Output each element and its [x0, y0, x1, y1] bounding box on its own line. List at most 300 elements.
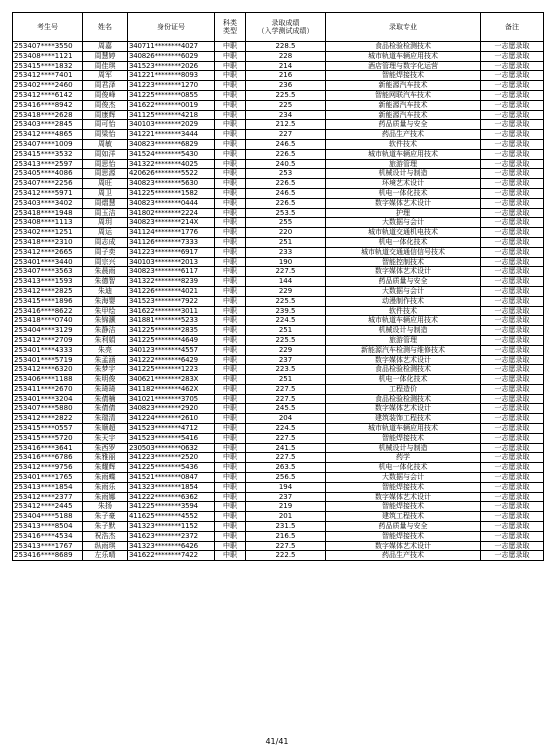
cell-category: 中职 — [215, 453, 246, 463]
cell-exam-no: 253407****1009 — [13, 139, 83, 149]
table-row — [13, 482, 544, 492]
cell-major: 旅游管理 — [326, 159, 481, 169]
cell-major: 机电一体化技术 — [326, 188, 481, 198]
cell-category: 中职 — [215, 541, 246, 551]
cell-name: 周宗兴 — [83, 257, 128, 267]
cell-exam-no: 253415****1896 — [13, 296, 83, 306]
cell-major: 药品质量与安全 — [326, 120, 481, 130]
cell-category: 中职 — [215, 228, 246, 238]
cell-id-no: 340123********4557 — [128, 345, 215, 355]
cell-id-no: 341622********7422 — [128, 551, 215, 561]
cell-name: 朱耀辉 — [83, 463, 128, 473]
table-row — [13, 90, 544, 100]
cell-major: 动漫制作技术 — [326, 296, 481, 306]
cell-major: 软件技术 — [326, 306, 481, 316]
cell-major: 酒店管理与数字化运营 — [326, 61, 481, 71]
cell-major: 智能焊接技术 — [326, 433, 481, 443]
cell-remark: 一志愿录取 — [481, 443, 544, 453]
cell-id-no: 341225********5436 — [128, 463, 215, 473]
table-row — [13, 110, 544, 120]
table-row — [13, 149, 544, 159]
cell-score: 251 — [246, 326, 326, 336]
cell-id-no: 341523********5416 — [128, 433, 215, 443]
cell-id-no: 341323********1854 — [128, 482, 215, 492]
cell-category: 中职 — [215, 492, 246, 502]
cell-major: 智能控制技术 — [326, 257, 481, 267]
cell-name: 朱晨雨 — [83, 267, 128, 277]
cell-remark: 一志愿录取 — [481, 130, 544, 140]
cell-category: 中职 — [215, 218, 246, 228]
cell-exam-no: 253401****3440 — [13, 257, 83, 267]
header-remark: 备注 — [481, 13, 544, 42]
cell-major: 药品质量与安全 — [326, 522, 481, 532]
cell-id-no: 341225********1223 — [128, 365, 215, 375]
table-row — [13, 384, 544, 394]
cell-score: 194 — [246, 482, 326, 492]
table-row — [13, 404, 544, 414]
cell-remark: 一志愿录取 — [481, 384, 544, 394]
cell-category: 中职 — [215, 51, 246, 61]
cell-exam-no: 253418****2310 — [13, 237, 83, 247]
cell-major: 新能源汽车检测与维修技术 — [326, 345, 481, 355]
cell-exam-no: 253404****5188 — [13, 512, 83, 522]
cell-major: 智能焊接技术 — [326, 482, 481, 492]
cell-name: 周君泽 — [83, 81, 128, 91]
cell-remark: 一志愿录取 — [481, 365, 544, 375]
cell-exam-no: 253406****1188 — [13, 375, 83, 385]
cell-major: 城市轨道车辆应用技术 — [326, 424, 481, 434]
cell-major: 药品生产技术 — [326, 551, 481, 561]
cell-score: 227.5 — [246, 453, 326, 463]
cell-exam-no: 253416****4534 — [13, 531, 83, 541]
cell-score: 251 — [246, 237, 326, 247]
header-name: 姓名 — [83, 13, 128, 42]
cell-remark: 一志愿录取 — [481, 473, 544, 483]
cell-name: 左乐晴 — [83, 551, 128, 561]
cell-score: 231.5 — [246, 522, 326, 532]
cell-category: 中职 — [215, 473, 246, 483]
cell-exam-no: 253412****9756 — [13, 463, 83, 473]
cell-score: 216.5 — [246, 531, 326, 541]
cell-exam-no: 253413****2597 — [13, 159, 83, 169]
cell-score: 227.5 — [246, 433, 326, 443]
cell-category: 中职 — [215, 355, 246, 365]
cell-exam-no: 253401****1765 — [13, 473, 83, 483]
table-row — [13, 541, 544, 551]
cell-name: 周康辉 — [83, 110, 128, 120]
table-row — [13, 159, 544, 169]
cell-name: 朱亮 — [83, 345, 128, 355]
cell-category: 中职 — [215, 120, 246, 130]
cell-category: 中职 — [215, 433, 246, 443]
cell-id-no: 411625********4552 — [128, 512, 215, 522]
table-row — [13, 335, 544, 345]
cell-major: 机械设计与制造 — [326, 326, 481, 336]
cell-exam-no: 253412****2825 — [13, 286, 83, 296]
cell-exam-no: 253418****2628 — [13, 110, 83, 120]
table-row — [13, 267, 544, 277]
cell-exam-no: 253402****2460 — [13, 81, 83, 91]
table-row — [13, 61, 544, 71]
table-row — [13, 492, 544, 502]
cell-major: 旅游管理 — [326, 335, 481, 345]
cell-major: 城市轨道交通机电技术 — [326, 228, 481, 238]
cell-score: 228.5 — [246, 42, 326, 52]
cell-exam-no: 253418****0740 — [13, 316, 83, 326]
cell-exam-no: 253413****1854 — [13, 482, 83, 492]
cell-name: 祝浩杰 — [83, 531, 128, 541]
table-row — [13, 218, 544, 228]
cell-category: 中职 — [215, 365, 246, 375]
cell-remark: 一志愿录取 — [481, 237, 544, 247]
cell-remark: 一志愿录取 — [481, 61, 544, 71]
cell-score: 204 — [246, 414, 326, 424]
cell-major: 智能焊接技术 — [326, 71, 481, 81]
cell-id-no: 341622********3011 — [128, 306, 215, 316]
table-row — [13, 120, 544, 130]
table-row — [13, 51, 544, 61]
header-score — [246, 13, 326, 42]
cell-category: 中职 — [215, 551, 246, 561]
cell-name: 周慧婷 — [83, 51, 128, 61]
cell-score: 256.5 — [246, 473, 326, 483]
cell-remark: 一志愿录取 — [481, 326, 544, 336]
cell-major: 机电一体化技术 — [326, 463, 481, 473]
cell-category: 中职 — [215, 286, 246, 296]
cell-exam-no: 253408****1113 — [13, 218, 83, 228]
cell-id-no: 341223********6917 — [128, 247, 215, 257]
cell-name: 朱西罗 — [83, 443, 128, 453]
cell-name: 周嘉 — [83, 42, 128, 52]
cell-major: 数字媒体艺术设计 — [326, 198, 481, 208]
cell-remark: 一志愿录取 — [481, 453, 544, 463]
cell-id-no: 341126********7333 — [128, 237, 215, 247]
cell-exam-no: 253402****1251 — [13, 228, 83, 238]
cell-remark: 一志愿录取 — [481, 277, 544, 287]
table-row — [13, 228, 544, 238]
cell-id-no: 341622********0019 — [128, 100, 215, 110]
cell-id-no: 341225********0855 — [128, 90, 215, 100]
cell-category: 中职 — [215, 404, 246, 414]
cell-name: 朱明俊 — [83, 375, 128, 385]
cell-major: 药学 — [326, 453, 481, 463]
cell-exam-no: 253416****8942 — [13, 100, 83, 110]
cell-remark: 一志愿录取 — [481, 218, 544, 228]
cell-name: 周运 — [83, 228, 128, 238]
cell-name: 朱德智 — [83, 277, 128, 287]
cell-score: 253.5 — [246, 208, 326, 218]
cell-category: 中职 — [215, 522, 246, 532]
cell-category: 中职 — [215, 208, 246, 218]
cell-major: 智能焊接技术 — [326, 502, 481, 512]
cell-remark: 一志愿录取 — [481, 414, 544, 424]
cell-category: 中职 — [215, 169, 246, 179]
cell-id-no: 340823********0444 — [128, 198, 215, 208]
cell-major: 智能焊接技术 — [326, 531, 481, 541]
cell-score: 201 — [246, 512, 326, 522]
cell-name: 周俊杰 — [83, 100, 128, 110]
table-row — [13, 443, 544, 453]
cell-category: 中职 — [215, 463, 246, 473]
cell-name: 朱利娟 — [83, 335, 128, 345]
cell-exam-no: 253412****7401 — [13, 71, 83, 81]
cell-id-no: 341881********5233 — [128, 316, 215, 326]
cell-exam-no: 253412****2822 — [13, 414, 83, 424]
cell-major: 城市轨道车辆应用技术 — [326, 316, 481, 326]
cell-exam-no: 253412****4865 — [13, 130, 83, 140]
cell-remark: 一志愿录取 — [481, 208, 544, 218]
cell-major: 机电一体化技术 — [326, 375, 481, 385]
cell-score: 216 — [246, 71, 326, 81]
table-row — [13, 453, 544, 463]
table-row — [13, 326, 544, 336]
cell-score: 222.5 — [246, 551, 326, 561]
cell-name: 纵雨琪 — [83, 541, 128, 551]
cell-score: 234 — [246, 110, 326, 120]
cell-exam-no: 253416****3641 — [13, 443, 83, 453]
cell-name: 朱雨娜 — [83, 492, 128, 502]
cell-id-no: 340711********4027 — [128, 42, 215, 52]
cell-name: 朱锦灏 — [83, 316, 128, 326]
table-row — [13, 551, 544, 561]
cell-remark: 一志愿录取 — [481, 71, 544, 81]
cell-category: 中职 — [215, 61, 246, 71]
cell-major: 数字媒体艺术设计 — [326, 492, 481, 502]
cell-name: 周志成 — [83, 237, 128, 247]
cell-remark: 一志愿录取 — [481, 551, 544, 561]
table-row — [13, 237, 544, 247]
cell-score: 226.5 — [246, 198, 326, 208]
cell-id-no: 340826********6029 — [128, 51, 215, 61]
cell-category: 中职 — [215, 316, 246, 326]
table-row — [13, 130, 544, 140]
cell-major: 城市轨道车辆应用技术 — [326, 149, 481, 159]
cell-name: 周卫 — [83, 188, 128, 198]
cell-id-no: 341226********4021 — [128, 286, 215, 296]
cell-remark: 一志愿录取 — [481, 257, 544, 267]
cell-id-no: 341222********6362 — [128, 492, 215, 502]
table-body — [13, 42, 544, 561]
header-major: 录取专业 — [326, 13, 481, 42]
page-number: 41/41 — [265, 737, 289, 746]
table-row — [13, 512, 544, 522]
cell-exam-no: 253413****8504 — [13, 522, 83, 532]
cell-score: 246.5 — [246, 139, 326, 149]
cell-id-no: 230503********0632 — [128, 443, 215, 453]
table-row — [13, 198, 544, 208]
cell-score: 241.5 — [246, 443, 326, 453]
cell-remark: 一志愿录取 — [481, 159, 544, 169]
cell-exam-no: 253412****2445 — [13, 502, 83, 512]
cell-category: 中职 — [215, 267, 246, 277]
cell-remark: 一志愿录取 — [481, 188, 544, 198]
cell-name: 朱孟涵 — [83, 355, 128, 365]
cell-category: 中职 — [215, 42, 246, 52]
table-row — [13, 306, 544, 316]
cell-name: 周俊峰 — [83, 90, 128, 100]
cell-remark: 一志愿录取 — [481, 42, 544, 52]
cell-remark: 一志愿录取 — [481, 296, 544, 306]
table-row — [13, 100, 544, 110]
cell-major: 药品质量与安全 — [326, 277, 481, 287]
cell-remark: 一志愿录取 — [481, 228, 544, 238]
cell-name: 朱子默 — [83, 522, 128, 532]
cell-category: 中职 — [215, 237, 246, 247]
cell-score: 228 — [246, 51, 326, 61]
cell-category: 中职 — [215, 512, 246, 522]
cell-category: 中职 — [215, 81, 246, 91]
table-row — [13, 345, 544, 355]
table-row — [13, 414, 544, 424]
cell-remark: 一志愿录取 — [481, 139, 544, 149]
table-row — [13, 139, 544, 149]
header-exam-no: 考生号 — [13, 13, 83, 42]
cell-name: 朱扬 — [83, 502, 128, 512]
table-row — [13, 247, 544, 257]
header-category — [215, 13, 246, 42]
cell-name: 周子奕 — [83, 247, 128, 257]
cell-id-no: 420626********5522 — [128, 169, 215, 179]
cell-category: 中职 — [215, 296, 246, 306]
cell-exam-no: 253412****6142 — [13, 90, 83, 100]
cell-remark: 一志愿录取 — [481, 482, 544, 492]
cell-remark: 一志愿录取 — [481, 502, 544, 512]
cell-remark: 一志愿录取 — [481, 522, 544, 532]
cell-exam-no: 253407****3550 — [13, 42, 83, 52]
cell-score: 253 — [246, 169, 326, 179]
cell-remark: 一志愿录取 — [481, 375, 544, 385]
table-row — [13, 286, 544, 296]
cell-id-no: 341182********462X — [128, 384, 215, 394]
cell-category: 中职 — [215, 277, 246, 287]
cell-id-no: 341124********1776 — [128, 228, 215, 238]
cell-id-no: 340823********2920 — [128, 404, 215, 414]
cell-name: 朱迪 — [83, 286, 128, 296]
cell-remark: 一志愿录取 — [481, 198, 544, 208]
table-row — [13, 522, 544, 532]
cell-name: 周玥 — [83, 218, 128, 228]
cell-exam-no: 253401****3204 — [13, 394, 83, 404]
cell-category: 中职 — [215, 414, 246, 424]
cell-score: 229 — [246, 345, 326, 355]
cell-name: 朱子豪 — [83, 512, 128, 522]
cell-id-no: 341323********6426 — [128, 541, 215, 551]
cell-score: 190 — [246, 257, 326, 267]
cell-category: 中职 — [215, 100, 246, 110]
cell-category: 中职 — [215, 424, 246, 434]
cell-category: 中职 — [215, 130, 246, 140]
cell-score: 227.5 — [246, 394, 326, 404]
cell-name: 周熠慧 — [83, 198, 128, 208]
cell-major: 数字媒体艺术设计 — [326, 355, 481, 365]
cell-remark: 一志愿录取 — [481, 531, 544, 541]
cell-id-no: 340823********214X — [128, 218, 215, 228]
cell-name: 周思源 — [83, 169, 128, 179]
cell-major: 大数据与会计 — [326, 218, 481, 228]
cell-exam-no: 253412****6320 — [13, 365, 83, 375]
cell-id-no: 340823********6829 — [128, 139, 215, 149]
cell-exam-no: 253416****8622 — [13, 306, 83, 316]
cell-category: 中职 — [215, 247, 246, 257]
cell-exam-no: 253412****2665 — [13, 247, 83, 257]
cell-category: 中职 — [215, 139, 246, 149]
cell-score: 240.5 — [246, 159, 326, 169]
cell-score: 225 — [246, 100, 326, 110]
cell-remark: 一志愿录取 — [481, 345, 544, 355]
cell-id-no: 340103********2013 — [128, 257, 215, 267]
cell-score: 223.5 — [246, 365, 326, 375]
cell-exam-no: 253412****2377 — [13, 492, 83, 502]
cell-remark: 一志愿录取 — [481, 149, 544, 159]
cell-name: 朱海婴 — [83, 296, 128, 306]
cell-exam-no: 253403****3402 — [13, 198, 83, 208]
table-row — [13, 463, 544, 473]
cell-exam-no: 253418****1948 — [13, 208, 83, 218]
cell-major: 大数据与会计 — [326, 286, 481, 296]
cell-major: 护理 — [326, 208, 481, 218]
cell-major: 食品检验检测技术 — [326, 42, 481, 52]
admission-list-sheet — [12, 12, 543, 561]
cell-remark: 一志愿录取 — [481, 492, 544, 502]
cell-remark: 一志愿录取 — [481, 512, 544, 522]
cell-score: 226.5 — [246, 179, 326, 189]
cell-exam-no: 253408****1121 — [13, 51, 83, 61]
cell-exam-no: 253411****2670 — [13, 384, 83, 394]
cell-score: 225.5 — [246, 296, 326, 306]
table-row — [13, 188, 544, 198]
cell-id-no: 341225********1582 — [128, 188, 215, 198]
cell-major: 机械设计与制造 — [326, 443, 481, 453]
cell-remark: 一志愿录取 — [481, 306, 544, 316]
table-row — [13, 394, 544, 404]
cell-score: 245.5 — [246, 404, 326, 414]
cell-score: 237 — [246, 492, 326, 502]
cell-id-no: 341224********2610 — [128, 414, 215, 424]
cell-score: 237 — [246, 355, 326, 365]
cell-category: 中职 — [215, 502, 246, 512]
cell-name: 周梁怡 — [83, 130, 128, 140]
cell-category: 中职 — [215, 110, 246, 120]
cell-id-no: 341323********1152 — [128, 522, 215, 532]
table-row — [13, 277, 544, 287]
cell-exam-no: 253415****0557 — [13, 424, 83, 434]
cell-id-no: 340621********283X — [128, 375, 215, 385]
cell-name: 朱梦宇 — [83, 365, 128, 375]
cell-category: 中职 — [215, 375, 246, 385]
cell-id-no: 341225********4649 — [128, 335, 215, 345]
cell-id-no: 341222********6429 — [128, 355, 215, 365]
cell-name: 朱雨乐 — [83, 482, 128, 492]
cell-name: 朱天宇 — [83, 433, 128, 443]
cell-category: 中职 — [215, 149, 246, 159]
cell-score: 219 — [246, 502, 326, 512]
cell-major: 智能网联汽车技术 — [326, 90, 481, 100]
cell-name: 朱瑞清 — [83, 414, 128, 424]
cell-category: 中职 — [215, 179, 246, 189]
cell-major: 新能源汽车技术 — [326, 100, 481, 110]
cell-exam-no: 253412****2709 — [13, 335, 83, 345]
cell-id-no: 341221********8093 — [128, 71, 215, 81]
cell-exam-no: 253407****3563 — [13, 267, 83, 277]
cell-score: 227.5 — [246, 541, 326, 551]
table-row — [13, 42, 544, 52]
cell-exam-no: 253415****1832 — [13, 61, 83, 71]
table-row — [13, 296, 544, 306]
cell-category: 中职 — [215, 306, 246, 316]
cell-remark: 一志愿录取 — [481, 51, 544, 61]
cell-major: 建筑工程技术 — [326, 512, 481, 522]
cell-major: 城市轨道车辆应用技术 — [326, 51, 481, 61]
